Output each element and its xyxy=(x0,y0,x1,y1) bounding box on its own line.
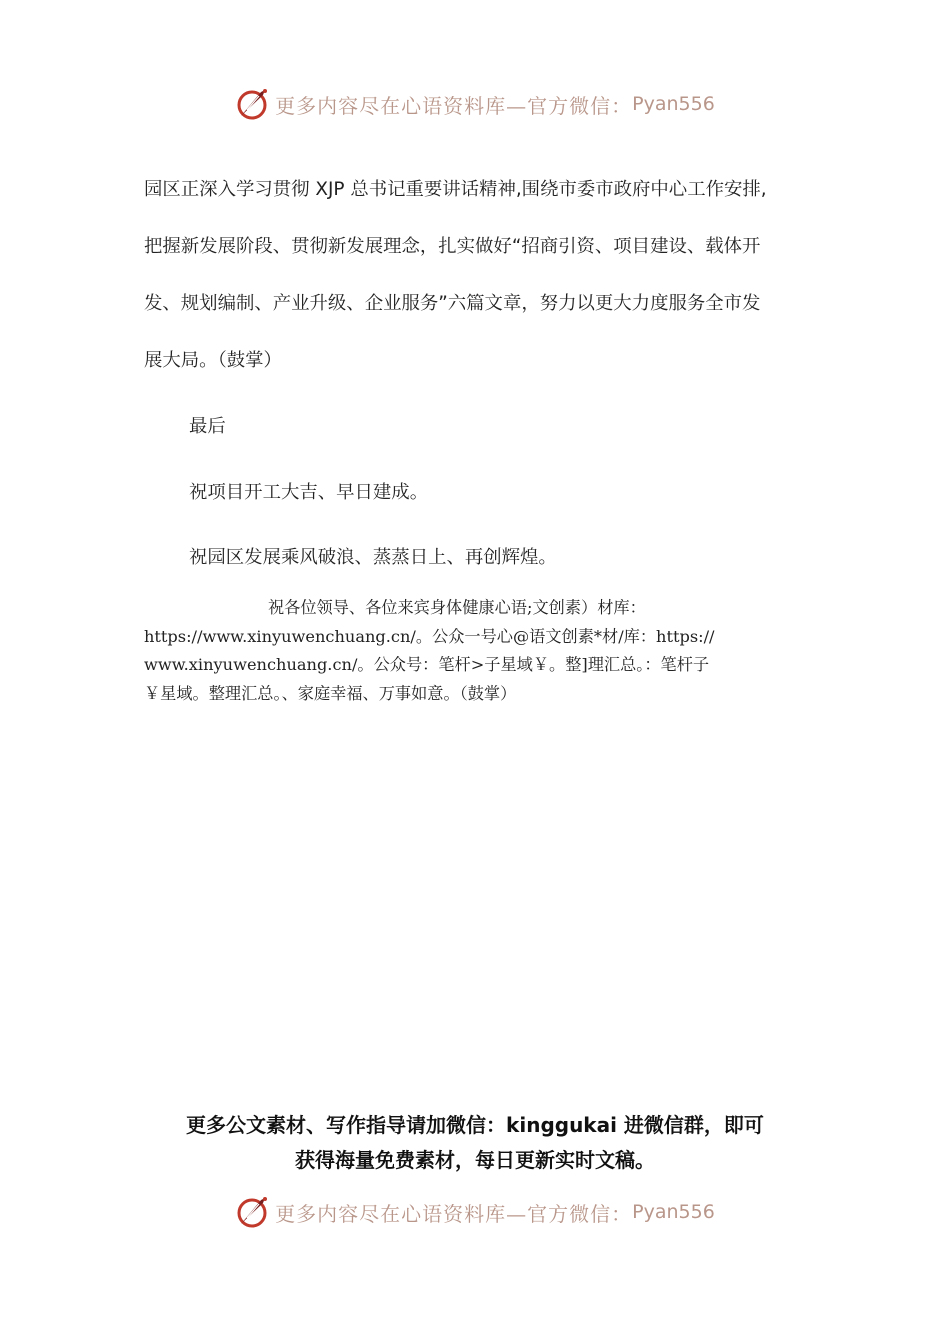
footer-line: 获得海量免费素材，每日更新实时文稿。 xyxy=(295,1148,655,1172)
wish-line: 祝园区发展乘风破浪、蒸蒸日上、再创辉煌。 xyxy=(189,547,557,568)
wish-line: 祝项目开工大吉、早日建成。 xyxy=(189,482,429,503)
serif-line: ￥星域。整理汇总。、家庭幸福、万事如意。（鼓掌） xyxy=(144,683,517,703)
footer-note xyxy=(0,1108,950,1178)
quill-logo-icon xyxy=(235,86,271,122)
header-banner xyxy=(0,82,950,126)
banner-text: 更多内容尽在心语资料库—官方微信： xyxy=(275,93,633,118)
body-line: 园区正深入学习贯彻 XJP 总书记重要讲话精神,围绕市委市政府中心工作安排, xyxy=(144,179,767,200)
closing-heading: 最后 xyxy=(189,416,226,437)
serif-paragraph xyxy=(144,594,794,708)
banner-text: 更多内容尽在心语资料库—官方微信： xyxy=(275,1201,633,1226)
banner-wechat-id: Pyan556 xyxy=(632,93,715,115)
body-line: 展大局。（鼓掌） xyxy=(144,350,282,371)
serif-line: 祝各位领导、各位来宾身体健康心语;文创素）材库： xyxy=(268,598,646,617)
body-line: 发、规划编制、产业升级、企业服务”六篇文章，努力以更大力度服务全市发 xyxy=(144,293,761,314)
footer-line: 更多公文素材、写作指导请加微信：kinggukai 进微信群，即可 xyxy=(186,1113,764,1137)
serif-line: https://www.xinyuwenchuang.cn/。公众一号心@语文创素*材/库：https:// xyxy=(144,626,715,646)
body-line: 把握新发展阶段、贯彻新发展理念，扎实做好“招商引资、项目建设、载体开 xyxy=(144,236,761,257)
serif-line: www.xinyuwenchuang.cn/。公众号：笔杆>子星域￥。整]理汇总。：笔杆子 xyxy=(144,655,710,674)
banner-wechat-id: Pyan556 xyxy=(632,1201,715,1223)
quill-logo-icon xyxy=(235,1194,271,1230)
footer-banner xyxy=(0,1190,950,1234)
